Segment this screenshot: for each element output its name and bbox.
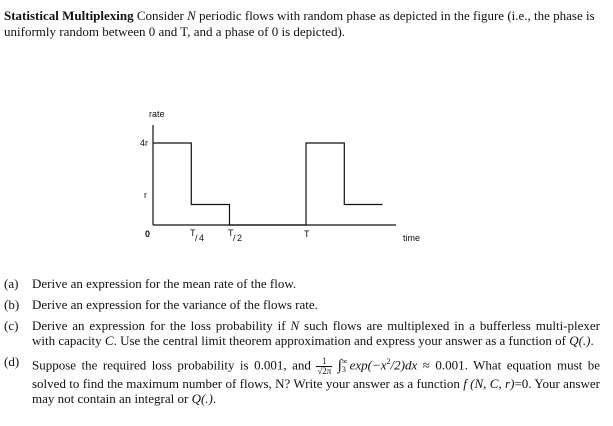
integral-limits <box>342 358 348 374</box>
intro-text-2: periodic flows with random phase as depicted in the figure (i.e., the phase is uniformly random between 0 and T, and a phase of 0 is depicted). <box>4 8 595 39</box>
x-tick-t-over-2 <box>228 228 242 243</box>
var-c: C <box>104 333 114 348</box>
question-b <box>4 297 600 312</box>
question-text: Derive an expression for the mean rate of the flow. <box>32 276 297 291</box>
y-axis-label: rate <box>149 109 165 119</box>
question-label: (a) <box>4 276 19 291</box>
question-text: Derive an expression for the variance of the flows rate. <box>32 297 318 312</box>
text-segment: . Use the central limit theorem approximation and express your answer as a function of <box>113 333 570 348</box>
var-n: N <box>290 318 300 333</box>
integrand-end: /2)dx <box>390 357 418 373</box>
integral-sign: ∫ <box>337 357 342 374</box>
x-tick-t2-num: T <box>228 228 234 238</box>
y-tick-r: r <box>144 190 147 200</box>
question-a <box>4 276 600 291</box>
intro-var-n: N <box>187 8 196 23</box>
text-segment: Suppose the required loss probability is 0.001, and <box>32 357 317 373</box>
question-label: (d) <box>4 354 20 369</box>
var-q: Q(.) <box>569 333 591 348</box>
question-d <box>4 354 600 406</box>
y-tick-4r: 4r <box>140 138 149 148</box>
question-label: (c) <box>4 318 19 333</box>
x-tick-t2-den: 2 <box>237 233 243 243</box>
integral-upper: ∞ <box>341 357 348 367</box>
intro-text-1: Consider <box>133 8 188 23</box>
text-segment: . <box>590 333 594 348</box>
x-tick-t-over-4 <box>190 228 204 243</box>
x-tick-t4-den: 4 <box>199 233 205 243</box>
y-tick-0: 0 <box>145 229 151 239</box>
question-text <box>32 354 600 406</box>
text-segment: =0. Your answer may not contain an integral or <box>32 375 600 406</box>
text-segment: such flows are multiplexed in a bufferless multi-plexer with capacity <box>32 318 600 348</box>
rate-curve <box>153 143 383 225</box>
x-tick-t: T <box>304 229 310 239</box>
fraction-numerator: 1 <box>316 357 332 367</box>
x-tick-t4-slash: / <box>195 233 198 243</box>
exponent: 2 <box>386 357 391 366</box>
problem-title: Statistical Multiplexing <box>4 8 134 23</box>
x-axis-label: time <box>403 233 421 243</box>
function-f: f (N, C, r) <box>463 375 515 391</box>
question-text <box>32 318 600 348</box>
integral-lower: 3 <box>341 365 346 375</box>
x-tick-t4-num: T <box>190 228 196 238</box>
text-segment: Derive an expression for the loss probability if <box>32 318 291 333</box>
integrand: exp(−x <box>349 357 387 373</box>
var-q: Q(.) <box>191 390 213 406</box>
x-tick-t2-slash: / <box>233 233 236 243</box>
fraction-denominator: √2π <box>317 365 332 376</box>
text-segment: ≈ 0.001. What equation must be solved to find the maximum number of flows, N? Write your answer as a function <box>32 357 601 391</box>
fraction <box>316 357 332 376</box>
question-list <box>4 276 600 412</box>
question-c <box>4 318 600 348</box>
question-label: (b) <box>4 297 20 312</box>
text-segment: . <box>212 390 217 406</box>
